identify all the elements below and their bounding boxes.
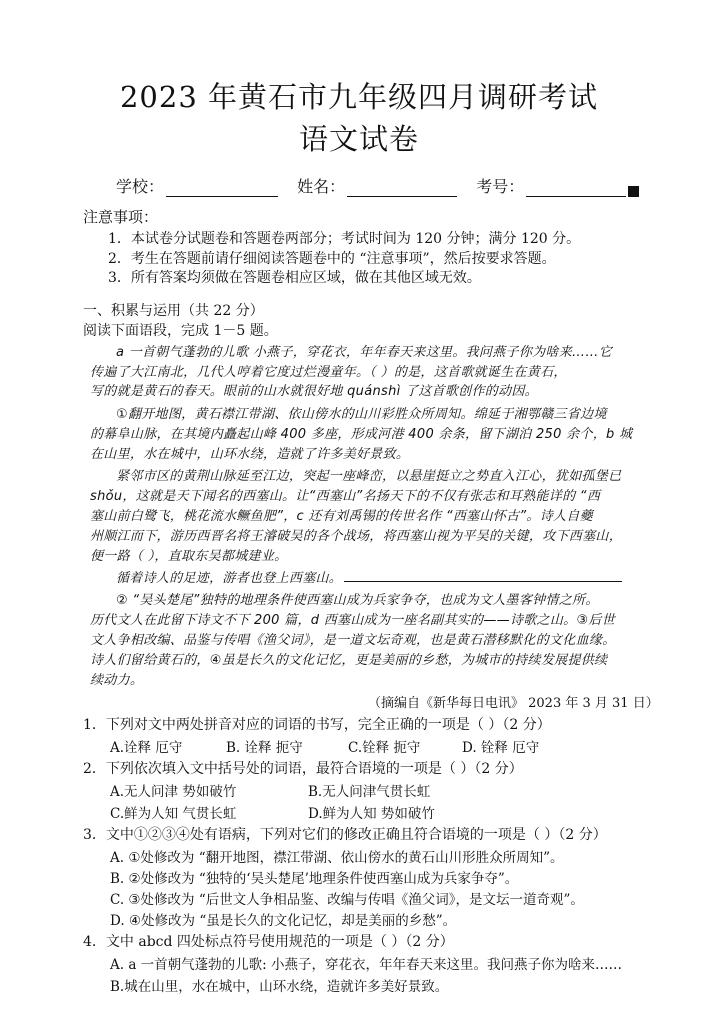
notice-heading: 注意事项：	[83, 208, 159, 226]
option-c[interactable]: C. ③处修改为 “后世文人争相品鉴、改编与传唱《渔父词》，是文坛一道奇观”。	[110, 892, 584, 908]
option-b[interactable]: B.城在山里，水在城中，山环水绕，造就许多美好景致。	[110, 979, 449, 995]
answer-blank[interactable]	[344, 569, 622, 582]
question-stem: 1．下列对文中两处拼音对应的词语的书写，完全正确的一项是（ ）（2 分）	[83, 717, 551, 733]
passage-line: 州顺江而下，游历西晋名将王濬破吴的各个战场，将西塞山视为平吴的关键，攻下西塞山，	[90, 529, 623, 544]
question-stem: 2．下列依次填入文中括号处的词语，最符合语境的一项是（ ）（2 分）	[83, 761, 523, 777]
section-intro: 阅读下面语段，完成 1－5 题。	[83, 323, 278, 339]
passage-line: 在山里，水在城中，山环水绕，造就了许多美好景致。	[90, 447, 410, 462]
passage-line: shǒu，这就是天下闻名的西塞山。让“西塞山”名扬天下的不仅有张志和耳熟能详的 “西	[90, 489, 601, 504]
option-a[interactable]: A.诠释 厄守	[110, 740, 183, 756]
passage-line: 的幕阜山脉，在其境内矗起山峰 400 多座，形成河港 400 余条，留下湖泊 250 余个，b 城	[90, 427, 633, 442]
option-b[interactable]: B. ②处修改为 “独特的‘吴头楚尾’地理条件使西塞山成为兵家争夺”。	[110, 871, 519, 887]
option-b[interactable]: B.无人问津气贯长虹	[308, 784, 431, 800]
notice-item: 1．本试卷分试题卷和答题卷两部分；考试时间为 120 分钟；满分 120 分。	[108, 231, 581, 247]
question-stem: 3．文中①②③④处有语病，下列对它们的修改正确且符合语境的一项是（ ）（2 分）	[83, 827, 607, 843]
exam-title: 2023 年黄石市九年级四月调研考试	[119, 80, 599, 114]
notice-item: 2．考生在答题前请仔细阅读答题卷中的 “注意事项”，然后按要求答题。	[108, 251, 556, 267]
option-c[interactable]: C.鲜为人知 气贯长虹	[110, 806, 237, 822]
student-info-row	[116, 174, 639, 197]
option-a[interactable]: A. ①处修改为 “翻开地图，襟江带湖、依山傍水的黄石山川形胜众所周知”。	[110, 850, 564, 866]
option-b[interactable]: B. 诠释 扼守	[226, 740, 303, 756]
passage-line: 历代文人在此留下诗文不下 200 篇，d 西塞山成为一座名副其实的——诗歌之山。③后世	[90, 613, 616, 628]
passage-line: ② “吴头楚尾”独特的地理条件使西塞山成为兵家争夺，也成为文人墨客钟情之所。	[116, 593, 599, 608]
passage-line: 塞山前白鹭飞，桃花流水鳜鱼肥”，c 还有刘禹锡的传世名作 “西塞山怀古”。诗人自夔	[90, 509, 593, 524]
marker-square-icon	[628, 186, 639, 197]
exam-subtitle: 语文试卷	[298, 122, 419, 156]
option-a[interactable]: A. a 一首朝气蓬勃的儿歌: 小燕子，穿花衣，年年春天来这里。我问燕子你为啥来……	[110, 957, 623, 973]
passage-line: 文人争相改编、品鉴与传唱《渔父词》，是一道文坛奇观，也是黄石潜移默化的文化血缘。	[90, 633, 616, 648]
exam-no-label: 考号：	[476, 177, 525, 196]
passage-line: 循着诗人的足迹，游者也登上西塞山。	[116, 571, 343, 586]
passage-source: （摘编自《新华每日电讯》 2023 年 3 月 31 日）	[368, 696, 659, 711]
passage-line: 写的就是黄石的春天。眼前的山水就很好地 quánshì 了这首歌创作的动因。	[90, 384, 538, 399]
option-d[interactable]: D. 铨释 厄守	[462, 740, 540, 756]
passage-line: 紧邻市区的黄荆山脉延至江边，突起一座峰峦，以悬崖挺立之势直入江心，犹如孤堡已	[116, 469, 622, 484]
name-field[interactable]	[347, 179, 457, 197]
notice-item: 3．所有答案均须做在答题卷相应区域，做在其他区域无效。	[108, 270, 481, 286]
section-heading: 一、积累与运用（共 22 分）	[83, 303, 264, 319]
option-a[interactable]: A.无人问津 势如破竹	[110, 784, 237, 800]
passage-line: 便一路（ ），直取东吴都城建业。	[90, 549, 288, 564]
passage-line-with-blank	[116, 567, 622, 586]
passage-line: 续动力。	[90, 673, 144, 688]
passage-line: ①翻开地图，黄石襟江带湖、依山傍水的山川彩胜众所周知。绵延于湘鄂赣三省边境	[116, 407, 607, 422]
passage-line: a 一首朝气蓬勃的儿歌 小燕子，穿花衣，年年春天来这里。我问燕子你为啥来……它	[116, 345, 612, 360]
exam-no-field[interactable]	[526, 179, 626, 197]
passage-line: 诗人们留给黄石的，④虽是长久的文化记忆，更是美丽的乡愁，为城市的持续发展提供续	[90, 653, 608, 668]
name-label: 姓名：	[297, 177, 346, 196]
school-label: 学校：	[116, 177, 165, 196]
school-field[interactable]	[166, 179, 278, 197]
question-stem: 4．文中 abcd 四处标点符号使用规范的一项是（ ）（2 分）	[83, 934, 454, 950]
passage-line: 传遍了大江南北，几代人哼着它度过烂漫童年。（ ）的是，这首歌就诞生在黄石，	[90, 365, 567, 380]
option-c[interactable]: C.铨释 扼守	[348, 740, 421, 756]
option-d[interactable]: D. ④处修改为 “虽是长久的文化记忆，却是美丽的乡愁”。	[110, 913, 457, 929]
option-d[interactable]: D.鲜为人知 势如破竹	[308, 806, 435, 822]
